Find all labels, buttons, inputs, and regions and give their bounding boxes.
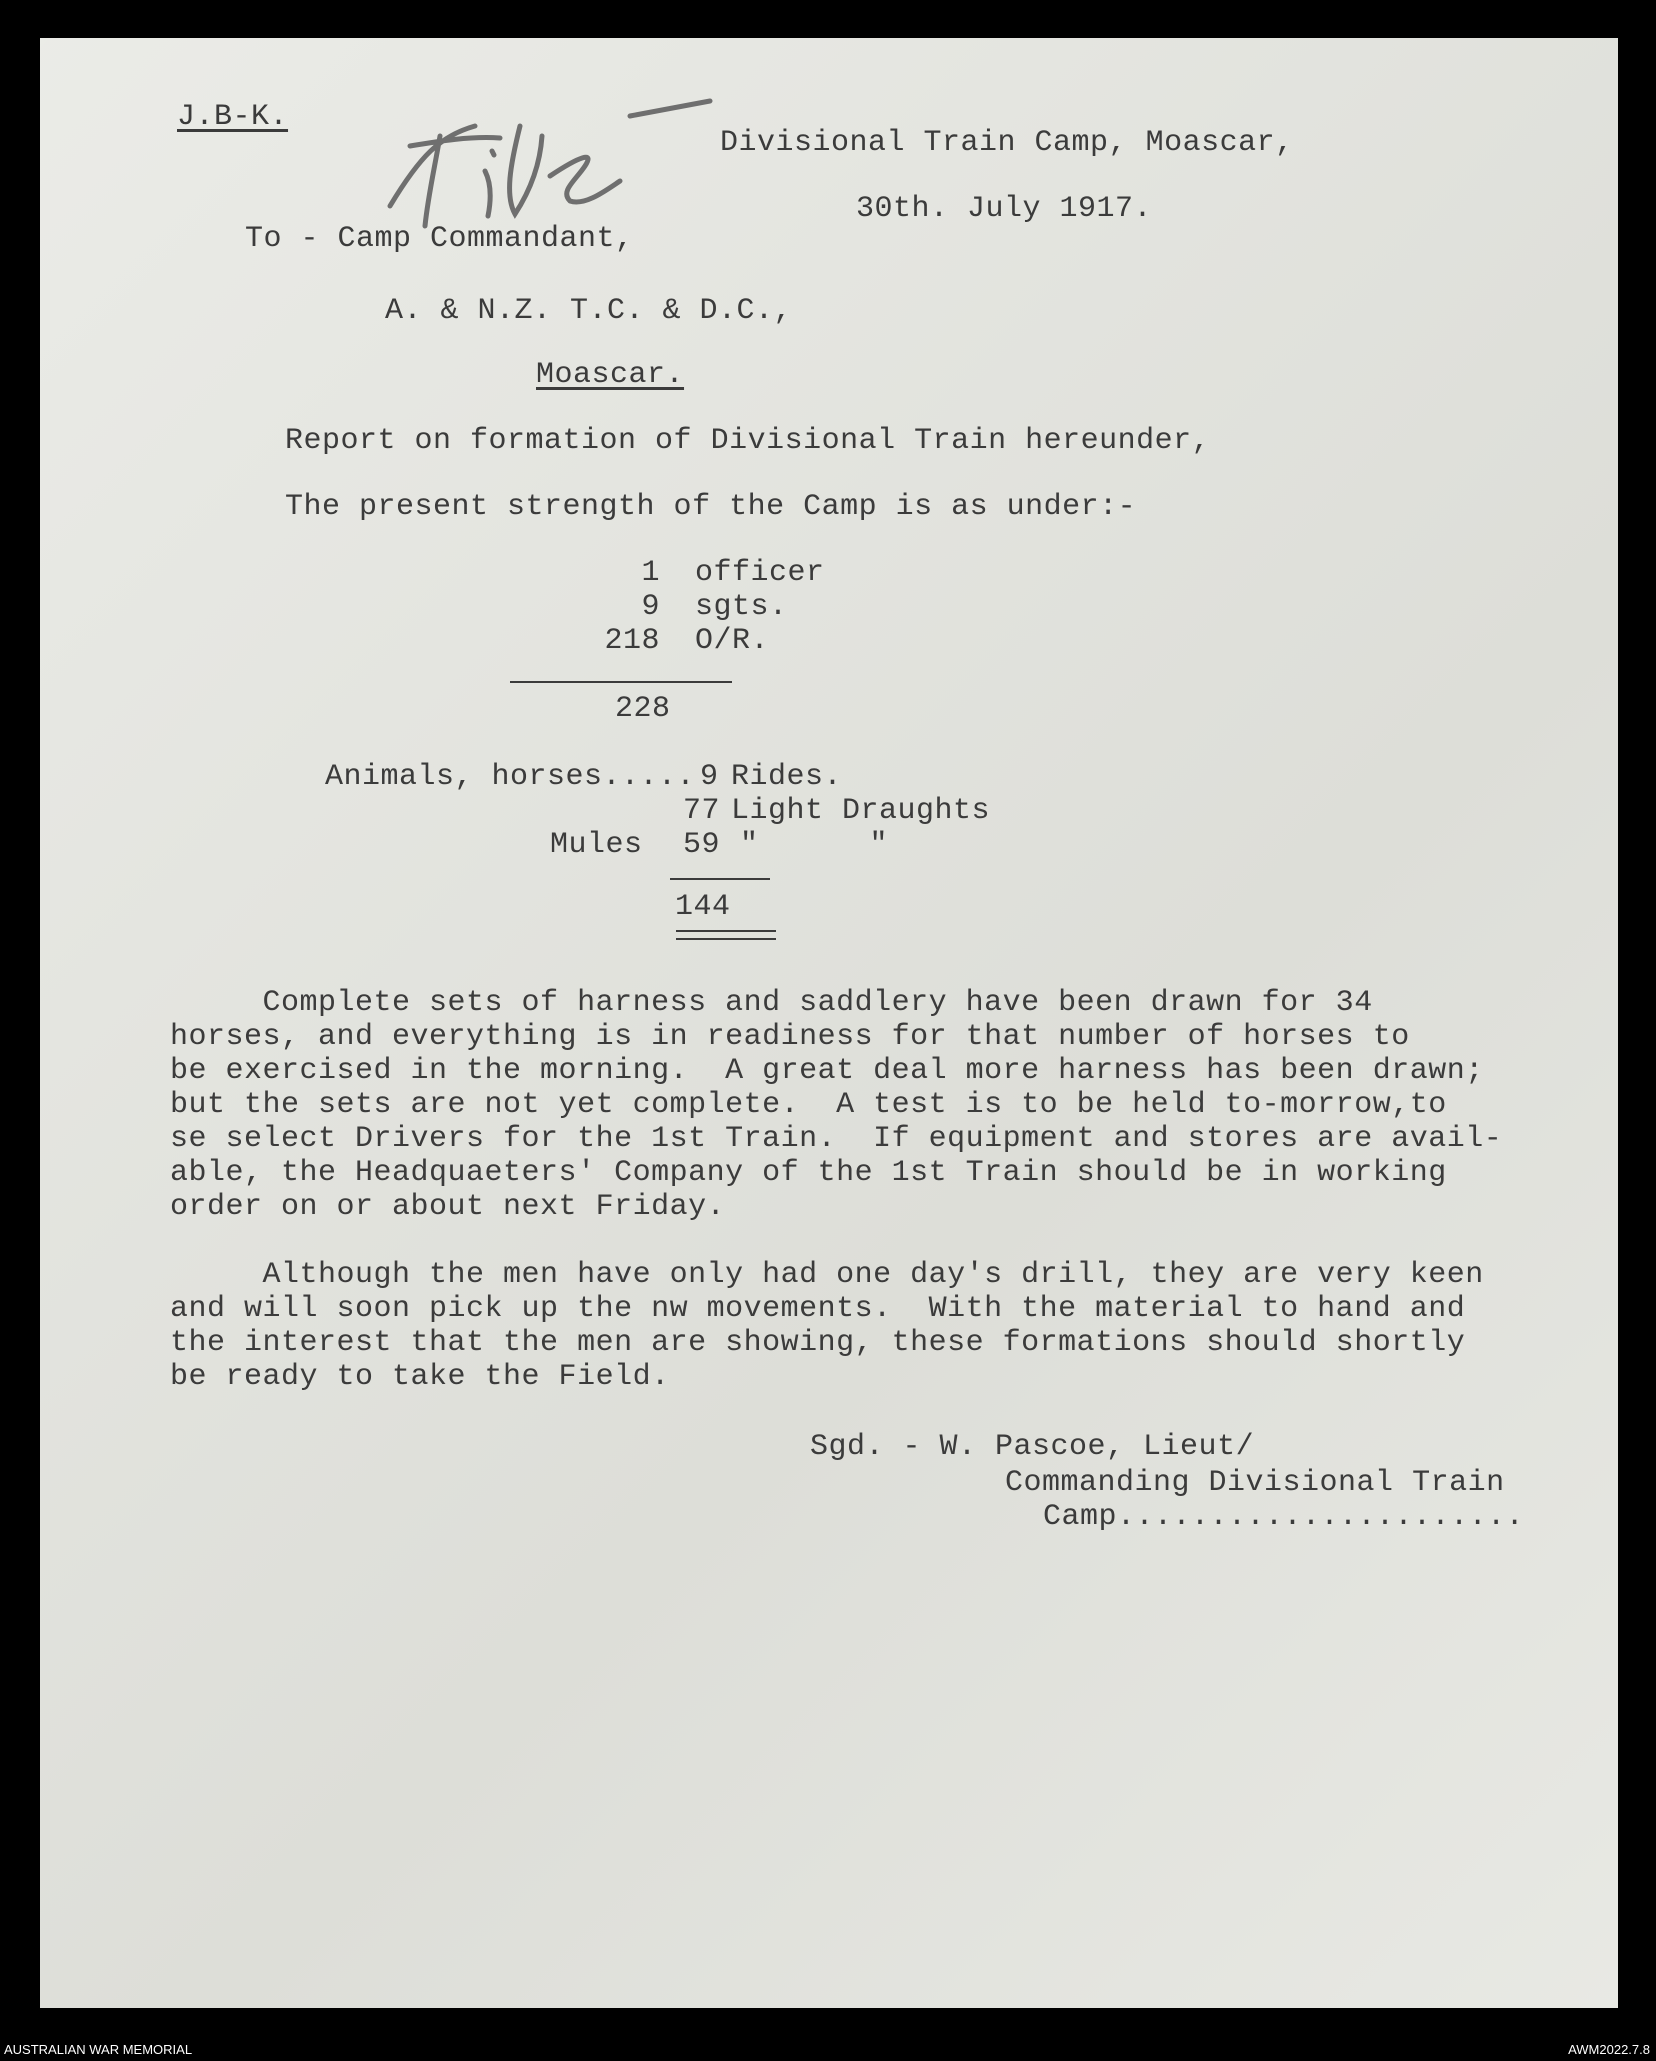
paragraph-1-line: se select Drivers for the 1st Train. If equipment and stores are avail- [170, 1122, 1503, 1156]
addressee: To - Camp Commandant, [245, 222, 634, 256]
paragraph-2-line: be ready to take the Field. [170, 1360, 670, 1394]
animals-rides-num: 9 [700, 760, 719, 794]
animals-mules-num: 59 [682, 828, 720, 862]
document-page [40, 38, 1618, 2008]
strength-num: 218 [604, 624, 660, 658]
animals-light-draughts-num: 77 [682, 794, 720, 828]
animals-mules-ditto: " " [740, 828, 889, 862]
paragraph-1-line: but the sets are not yet complete. A test is to be held to-morrow,to [170, 1088, 1447, 1122]
handwritten-file-annotation [380, 96, 740, 236]
paragraph-1-line: able, the Headquaeters' Company of the 1st Train should be in working [170, 1156, 1447, 1190]
intro-line-1: Report on formation of Divisional Train hereunder, [285, 424, 1211, 458]
paragraph-2-line: the interest that the men are showing, these formations should shortly [170, 1326, 1466, 1360]
paragraph-2-line: and will soon pick up the nw movements. With the material to hand and [170, 1292, 1466, 1326]
animals-total: 144 [675, 890, 731, 924]
signature-line: Sgd. - W. Pascoe, Lieut/ [810, 1430, 1255, 1464]
intro-line-2: The present strength of the Camp is as under:- [285, 490, 1137, 524]
strength-total: 228 [615, 692, 671, 726]
archive-credit: AUSTRALIAN WAR MEMORIAL [4, 2042, 193, 2057]
sum-rule [670, 878, 770, 880]
animals-mules-label: Mules [550, 828, 643, 862]
paragraph-1-line: Complete sets of harness and saddlery have been drawn for 34 [170, 986, 1373, 1020]
sender-location: Divisional Train Camp, Moascar, [720, 126, 1294, 160]
strength-label: sgts. [695, 590, 788, 624]
strength-label: officer [695, 556, 825, 590]
animals-rides-label: Rides. [731, 760, 843, 794]
sum-rule [510, 681, 732, 683]
strength-label: O/R. [695, 624, 770, 658]
paragraph-1-line: order on or about next Friday. [170, 1190, 726, 1224]
paragraph-2-line: Although the men have only had one day's drill, they are very keen [170, 1258, 1484, 1292]
archive-reference: AWM2022.7.8 [1568, 2042, 1650, 2057]
animals-horses-label: Animals, horses..... [325, 760, 696, 794]
addressee-location: Moascar. [536, 358, 685, 392]
signature-title: Commanding Divisional Train [1005, 1466, 1505, 1500]
addressee-unit: A. & N.Z. T.C. & D.C., [385, 294, 793, 328]
animals-light-draughts-label: Light Draughts [731, 794, 991, 828]
reference-initials: J.B-K. [177, 100, 289, 134]
strength-num: 9 [641, 590, 660, 624]
signature-camp: Camp...................... [1043, 1500, 1525, 1534]
paragraph-1-line: horses, and everything is in readiness for that number of horses to [170, 1020, 1410, 1054]
strength-num: 1 [641, 556, 660, 590]
paragraph-1-line: be exercised in the morning. A great deal more harness has been drawn; [170, 1054, 1484, 1088]
double-rule [676, 930, 776, 940]
letter-date: 30th. July 1917. [856, 192, 1153, 226]
